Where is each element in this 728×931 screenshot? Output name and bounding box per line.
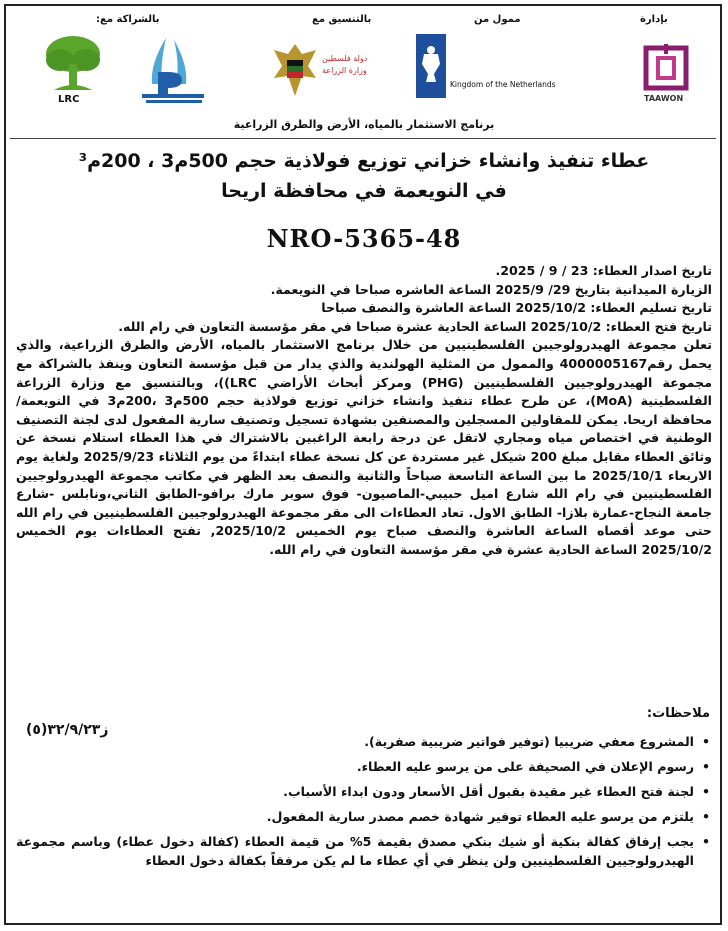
- opening-date: تاريخ فتح العطاء: 2025/10/2 الساعة الحادية عشرة صباحا في مقر مؤسسة التعاون في رام الله.: [118, 318, 712, 334]
- delivery-date: تاريخ تسليم العطاء: 2025/10/2 الساعة العاشرة والنصف صباحا: [321, 300, 712, 316]
- lrc-caption: LRC: [58, 94, 80, 105]
- partners-label: بالشراكة مع:: [96, 14, 160, 25]
- site-visit: الزيارة الميدانية بتاريخ 29/ 2025/9 الساعة العاشره صباحا في النويعمة.: [270, 281, 712, 297]
- announcement-body: [16, 262, 712, 560]
- tender-title-line1: عطاء تنفيذ وانشاء خزاني توزيع فولاذية حجم 500م3 ، 200م³: [78, 150, 650, 172]
- ministry-caption-2: وزارة الزراعة: [322, 66, 367, 75]
- publication-stamp: ز٣٢/٩/٢٣(٥): [26, 722, 109, 738]
- water-drop-icon: [136, 34, 208, 106]
- taawon-mark-icon: [642, 44, 690, 92]
- note-item: • يلتزم من يرسو عليه العطاء توفير شهادة خصم مصدر سارية المفعول.: [16, 807, 712, 826]
- program-name: برنامج الاستثمار بالمياه، الأرض والطرق الزراعية: [233, 118, 495, 131]
- issue-date: تاريخ اصدار العطاء: 23 / 9 / 2025.: [495, 263, 712, 278]
- coordination-label: بالتنسيق مع: [312, 14, 372, 25]
- tender-title-line2: في النويعمة في محافظة اريحا: [221, 180, 507, 202]
- tender-number: NRO-5365-48: [266, 224, 462, 253]
- netherlands-caption: Kingdom of the Netherlands: [450, 80, 556, 89]
- netherlands-logo: [416, 34, 556, 106]
- note-item: • المشروع معفي ضريبيا (توفير فواتير ضريبية صفرية).: [16, 732, 712, 751]
- managed-label: بإدارة: [640, 14, 668, 25]
- notes-heading: ملاحظات:: [646, 706, 710, 721]
- header-divider: [10, 138, 716, 139]
- taawon-logo: [640, 34, 694, 106]
- funded-label: ممول من: [474, 14, 521, 25]
- tree-icon: [40, 34, 106, 92]
- announcement-paragraph: تعلن مجموعة الهيدرولوجيين الفلسطينيين من خلال برنامج الاستثمار بالمياه، الأرض والطرق الزراعية، والذي يحمل رقم4000005167 والممول من المثلية الهولندية والذي يدار من قبل مؤسسة التعاون وينفذ بالشراكة مع مجموعة الهيدرولوجيين الفلسطينيين (PHG) ومركز أبحاث الأراضي LRC))، وبالتنسيق مع وزارة الزراعة الفلسطينية (MoA)، عن طرح عطاء تنفيذ وانشاء خزاني توزيع فولاذية حجم 500م3 ،200م3 في النويعمة/ محافظة اريحا. يمكن للمقاولين المسجلين والمصنفين بشهادة تسجيل وتصنيف سارية المفعول لدى لجنة التصنيف الوطنية في اختصاص مياه ومجاري لاتقل عن درجة رابعة الراغبين بالاشتراك في هذا العطاء استلام نسخة عن وثائق العطاء مقابل مبلغ 200 شيكل غير مستردة عن كل نسخة عطاء ابتداءً من يوم الثلاثاء 2025/9/23 ولغاية يوم الاربعاء 2025/10/1 ما بين الساعة التاسعة صباحاً والثانية والنصف بعد الظهر في مكاتب مجموعة الهيدرولوجيين الفلسطينيين في رام الله شارع اميل حبيبي-الماصيون- فوق سوبر مارك برافو-الطابق الثاني،ونابلس -شارع جامعة النجاح-عمارة بلازا- الطابق الاول. تعاد العطاءات الى مقر مجموعة الهيدرولوجيين الفلسطينيين في رام الله حتى موعد أقصاه الساعة العاشرة والنصف صباح يوم الخميس 2025/10/2, تفتح العطاءات يوم الخميس 2025/10/2 الساعة الحادية عشرة في مقر مؤسسة التعاون في رام الله.: [16, 337, 713, 557]
- netherlands-lion-icon: [416, 34, 446, 98]
- notes-list: [16, 732, 712, 876]
- note-item: • يجب إرفاق كفالة بنكية أو شيك بنكي مصدق بقيمة 5% من قيمة العطاء (كفالة دخول عطاء) وباسم مجموعة الهيدرولوجيين الفلسطينيين ولن ينظر في أي عطاء ما لم يكن مرفقاً بكفالة دخول العطاء: [16, 832, 712, 870]
- phg-logo: [136, 34, 208, 106]
- note-item: • رسوم الإعلان في الصحيفة على من يرسو عليه العطاء.: [16, 757, 712, 776]
- taawon-caption: TAAWON: [644, 94, 684, 103]
- ministry-caption-1: دولة فلسطين: [322, 54, 368, 63]
- lrc-logo: [40, 34, 106, 106]
- ministry-logo: [272, 34, 368, 106]
- note-item: • لجنة فتح العطاء غير مقيدة بقبول أقل الأسعار ودون ابداء الأسباب.: [16, 782, 712, 801]
- eagle-emblem-icon: [272, 38, 318, 102]
